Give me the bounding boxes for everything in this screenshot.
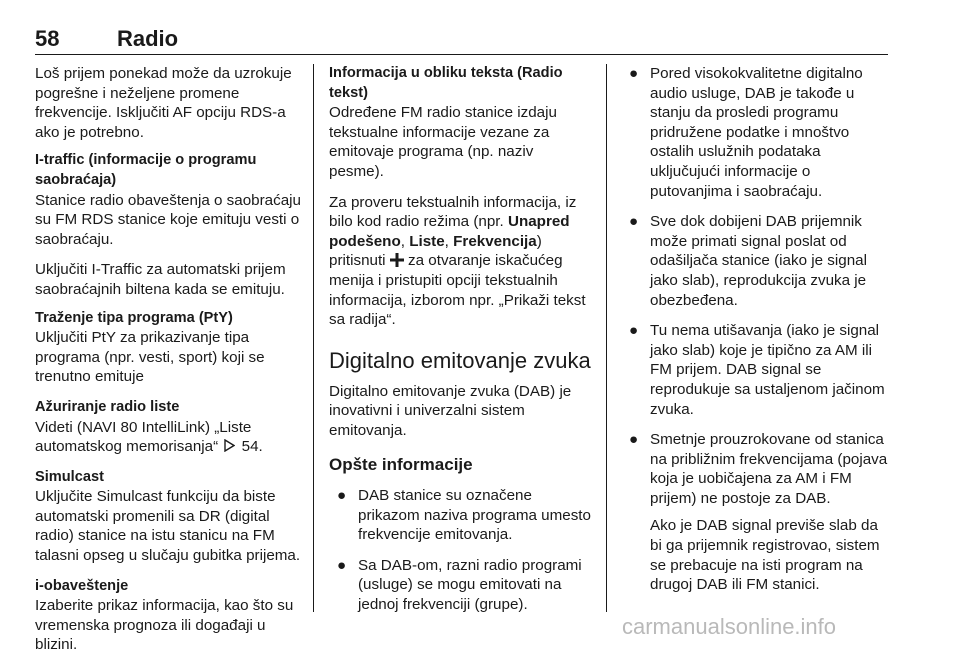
- radiotext-body: Određene FM radio stanice izdaju tekstualne informacije vezane za emitovaje programa (np. naziv pesme).: [329, 104, 557, 180]
- dab-features-list: [621, 64, 889, 595]
- list-item-text: DAB stanice su označene prikazom naziva programa umesto frekvencije emitovanja.: [358, 487, 591, 544]
- plus-icon: [390, 253, 404, 267]
- column-divider-1: [313, 64, 314, 612]
- check-text-post-1: ) pritisnuti: [329, 232, 542, 270]
- simulcast-body: Uključite Simulcast funkciju da biste automatski promenili sa DR (digital radio) stanice na istu stanicu na FM talasni opseg u slučaju gubitka prijema.: [35, 488, 301, 565]
- page-reference-arrow-icon: [224, 439, 235, 452]
- list-item: [621, 321, 889, 419]
- itraffic-body-2: Uključiti I-Traffic za automatski prijem saobraćajnih biltena kada se emituju.: [35, 261, 286, 298]
- bullet-icon: ●: [337, 556, 347, 574]
- list-item: [329, 556, 591, 615]
- update-page-ref[interactable]: 54.: [241, 438, 263, 456]
- lists-mode-label: Liste: [409, 232, 445, 250]
- section-title: Radio: [117, 26, 179, 51]
- iobavestenje-body: Izaberite prikaz informacija, kao što su vremenska prognoza ili događaji u blizini.: [35, 597, 294, 654]
- list-item-text: Tu nema utišavanja (iako je signal jako slab) koje je tipično za AM ili FM prijem. DAB signal se reprodukuje sa ustaljenom jačinom zvuka.: [650, 322, 885, 418]
- radiotext-section: [329, 64, 591, 182]
- check-text-pre: Za proveru tekstualnih informacija, iz bilo kod radio režima (npr.: [329, 193, 577, 231]
- bullet-icon: ●: [337, 487, 347, 505]
- pty-body: Uključiti PtY za prikazivanje tipa programa (npr. vesti, sport) koji se trenutno emituje: [35, 329, 265, 386]
- pty-section: [35, 309, 307, 387]
- simulcast-section: [35, 468, 307, 566]
- preset-mode-label: Unapred podešeno: [329, 213, 570, 250]
- separator-2: ,: [444, 232, 449, 250]
- update-body: [35, 418, 307, 457]
- page-number: 58: [35, 26, 60, 51]
- iobavestenje-heading: i-obaveštenje: [35, 577, 129, 594]
- itraffic-section: [35, 151, 307, 249]
- column-1: [35, 64, 307, 666]
- column-3: [621, 64, 889, 606]
- frequency-mode-label: Frekvencija: [453, 232, 537, 250]
- check-text-post-2: za otvaranje iskačućeg menija i pristupiti opciji tekstualnih informacija, izborom npr. „Prikaži tekst sa radija“.: [329, 252, 586, 329]
- bullet-icon: ●: [629, 65, 639, 82]
- watermark: carmanualsonline.info: [622, 614, 837, 639]
- general-info-heading: Opšte informacije: [329, 454, 473, 474]
- page-header: [35, 26, 888, 55]
- itraffic-heading: I-traffic (informacije o programu saobraćaja): [35, 152, 257, 188]
- list-item: [621, 64, 889, 201]
- dab-intro: Digitalno emitovanje zvuka (DAB) je inovativni i univerzalni sistem emitovanja.: [329, 382, 572, 439]
- pty-heading: Traženje tipa programa (PtY): [35, 309, 233, 326]
- iobavestenje-section: [35, 577, 307, 655]
- list-item: [621, 430, 889, 595]
- radiotext-heading: Informacija u obliku teksta (Radio tekst): [329, 65, 563, 101]
- list-item: [329, 486, 591, 545]
- list-item-text: Pored visokokvalitetne digitalno audio usluge, DAB je takođe u stanju da prosledi programu pridružene podatke i mnoštvo ostalih uslužnih podataka uključujući informacije o putovanjima i saobraćaju.: [650, 65, 863, 200]
- column-2: [329, 64, 591, 626]
- bullet-icon: ●: [629, 213, 639, 231]
- list-item-subparagraph: Ako je DAB signal previše slab da bi ga prijemnik registrovao, sistem se prebacuje na isti program na drugoj DAB ili FM stanici.: [650, 517, 880, 594]
- bullet-icon: ●: [629, 431, 639, 449]
- list-item-text: Smetnje prouzrokovane od stanica na približnim frekvencijama (pojava koja je uobičajena za AM i FM prijem) ne postoje za DAB.: [650, 431, 888, 507]
- column-divider-2: [606, 64, 607, 612]
- intro-paragraph: Loš prijem ponekad može da uzrokuje pogrešne i neželjene promene frekvencije. Isključiti AF opciju RDS-a ako je potrebno.: [35, 65, 292, 141]
- update-section: [35, 398, 307, 457]
- update-heading: Ažuriranje radio liste: [35, 398, 180, 415]
- update-body-text: Videti (NAVI 80 IntelliLink) „Liste automatskog memorisanja“: [35, 418, 252, 456]
- itraffic-body: Stanice radio obaveštenja o saobraćaju su FM RDS stanice koje emituju vesti o saobraćaju.: [35, 191, 301, 248]
- list-item-text: Sa DAB-om, razni radio programi (usluge) se mogu emitovati na jednoj frekvenciji (grupe).: [358, 556, 582, 614]
- list-item: [621, 212, 889, 310]
- dab-heading: Digitalno emitovanje zvuka: [329, 347, 591, 373]
- simulcast-heading: Simulcast: [35, 468, 104, 485]
- bullet-icon: ●: [629, 322, 639, 340]
- separator-1: ,: [400, 232, 405, 250]
- general-info-list: [329, 486, 591, 615]
- radiotext-check-paragraph: [329, 193, 591, 330]
- list-item-text: Sve dok dobijeni DAB prijemnik može primati signal poslat od odašiljača stanice (iako je signal jako slab), reprodukcija zvuka je obezbeđena.: [650, 213, 867, 309]
